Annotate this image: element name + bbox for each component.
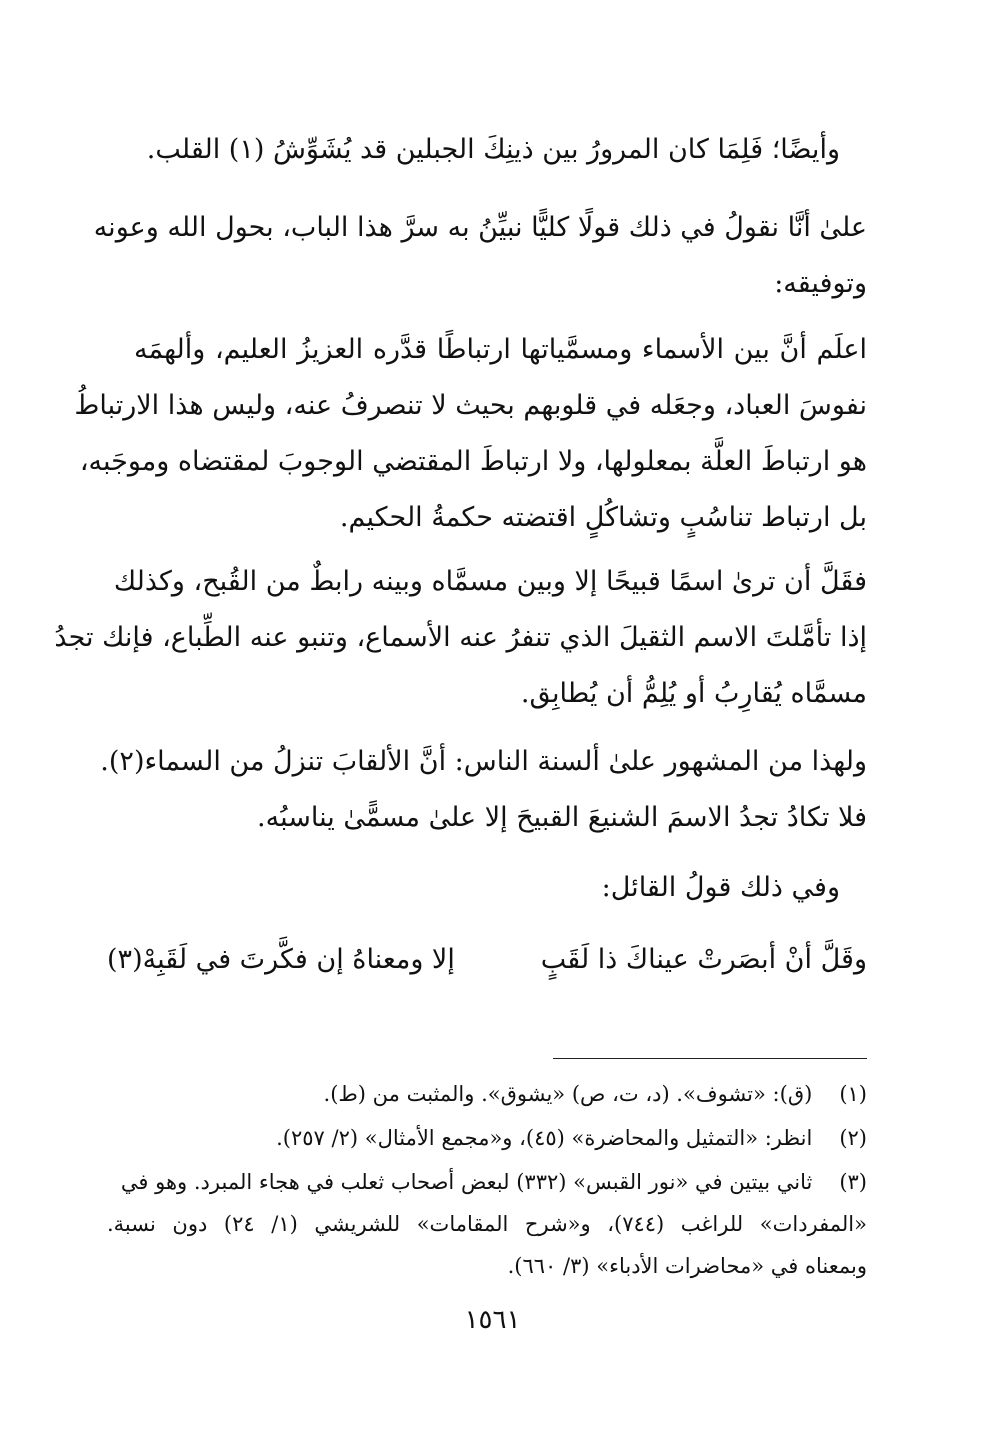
- footnote-3: [107, 1164, 867, 1200]
- body-line-13: وفي ذلك قولُ القائل:: [601, 872, 840, 903]
- verse-second-hemistich: إلا ومعناهُ إن فكَّرتَ في لَقَبِهْ(٣): [107, 944, 455, 975]
- footnote-separator: [553, 1058, 867, 1059]
- body-line-1: وأيضًا؛ فَلِمَا كان المرورُ بين ذينِكَ الجبلين قد يُشَوِّشُ (١) القلب.: [146, 134, 840, 165]
- body-line-3: وتوفيقه:: [774, 268, 867, 299]
- poetry-verse: [107, 938, 867, 982]
- body-line-7: بل ارتباط تناسُبٍ وتشاكُلٍ اقتضته حكمةُ الحكيم.: [339, 502, 867, 533]
- body-line-8: فقَلَّ أن ترىٰ اسمًا قبيحًا إلا وبين مسمَّاه وبينه رابطٌ من القُبح، وكذلك: [113, 566, 867, 597]
- footnote-3-text-line-1: ثاني بيتين في «نور القبس» (٣٣٢) لبعض أصحاب ثعلب في هجاء المبرد. وهو في: [120, 1170, 813, 1194]
- body-line-6: هو ارتباطَ العلَّة بمعلولها، ولا ارتباطَ المقتضي الوجوبَ لمقتضاه وموجَبه،: [79, 446, 867, 477]
- footnote-1: [107, 1076, 867, 1112]
- body-line-11: ولهذا من المشهور علىٰ ألسنة الناس: أنَّ الألقابَ تنزلُ من السماء(٢).: [100, 746, 867, 777]
- body-line-5: نفوسَ العباد، وجعَله في قلوبهم بحيث لا تنصرفُ عنه، وليس هذا الارتباطُ: [74, 390, 867, 421]
- footnote-3-line-2: «المفردات» للراغب (٧٤٤)، و«شرح المقامات» للشريشي (١/ ٢٤) دون نسبة.: [107, 1212, 867, 1236]
- footnote-1-text: (ق): «تشوف». (د، ت، ص) «يشوق». والمثبت من (ط).: [323, 1082, 813, 1106]
- footnote-1-number: (١): [839, 1082, 867, 1106]
- body-line-10: مسمَّاه يُقارِبُ أو يُلِمُّ أن يُطابِق.: [520, 678, 867, 709]
- footnote-2-number: (٢): [839, 1126, 867, 1150]
- body-line-9: إذا تأمَّلتَ الاسم الثقيلَ الذي تنفرُ عنه الأسماع، وتنبو عنه الطِّباع، فإنك تجدُ: [54, 622, 867, 653]
- footnote-3-number: (٣): [839, 1170, 867, 1194]
- body-line-12: فلا تكادُ تجدُ الاسمَ الشنيعَ القبيحَ إلا علىٰ مسمًّىٰ يناسبُه.: [257, 802, 867, 833]
- page-number: ١٥٦١: [464, 1305, 521, 1335]
- body-line-2: علىٰ أنَّا نقولُ في ذلك قولًا كليًّا نبيِّنُ به سرَّ هذا الباب، بحول الله وعونه: [93, 212, 867, 243]
- footnote-3-line-3: وبمعناه في «محاضرات الأدباء» (٣/ ٦٦٠).: [507, 1254, 867, 1278]
- footnote-2: [107, 1120, 867, 1156]
- footnote-2-text: انظر: «التمثيل والمحاضرة» (٤٥)، و«مجمع الأمثال» (٢/ ٢٥٧).: [276, 1126, 813, 1150]
- body-line-4: اعلَم أنَّ بين الأسماء ومسمَّياتها ارتباطًا قدَّره العزيزُ العليم، وألهمَه: [134, 334, 867, 365]
- verse-first-hemistich: وقَلَّ أنْ أبصَرتْ عيناكَ ذا لَقَبٍ: [540, 944, 867, 975]
